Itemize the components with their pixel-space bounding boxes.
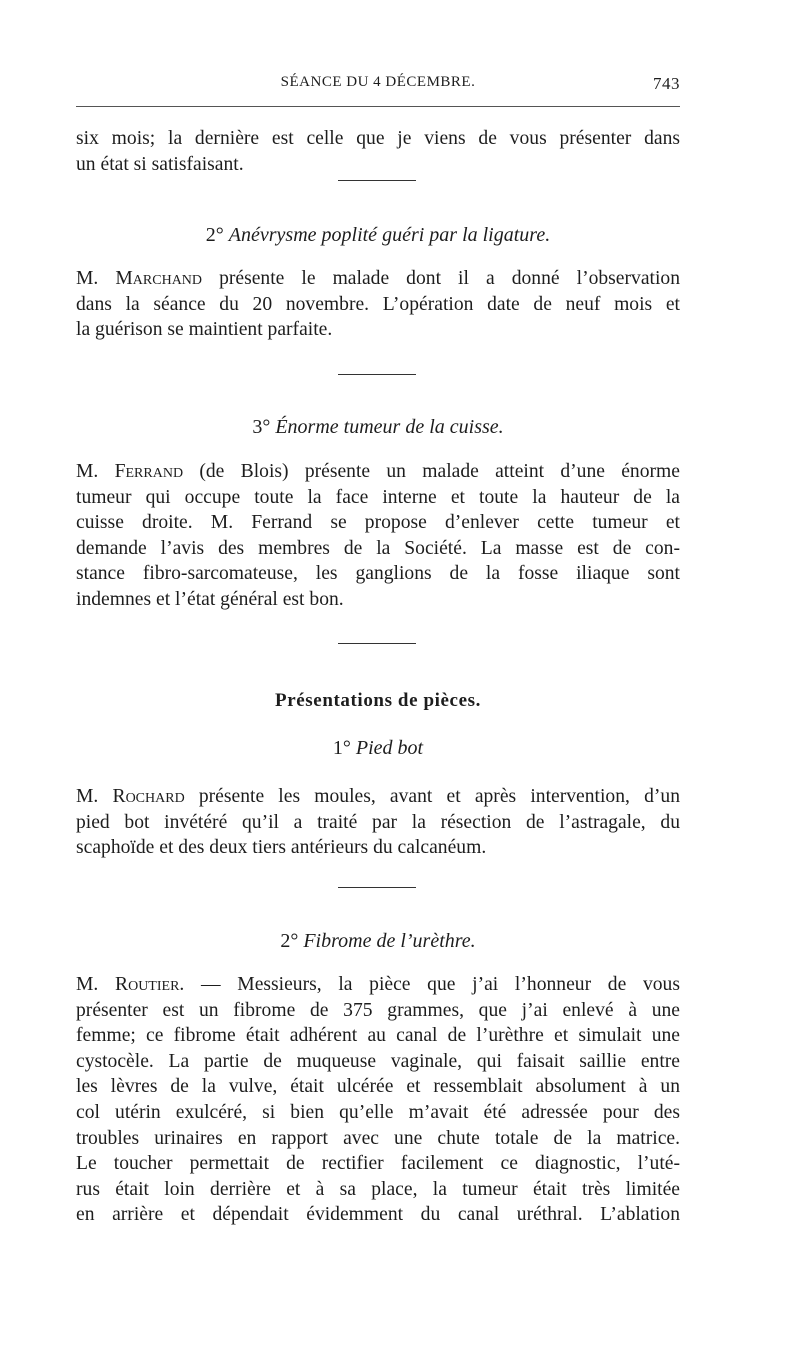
intro-paragraph: [76, 126, 680, 177]
header-rule: [76, 106, 680, 107]
section-heading: [76, 224, 680, 247]
section-number: 2°: [205, 224, 224, 246]
presentations-heading: Présentations de pièces.: [275, 690, 481, 711]
paragraph-line: scaphoïde et des deux tiers antérieurs du calcanéum.: [76, 837, 487, 859]
paragraph-line: Le toucher permettait de rectifier facilement ce diagnostic, l’uté-: [76, 1153, 680, 1175]
page-number: 743: [653, 74, 680, 93]
paragraph-line: présente le malade dont il a donné l’observation: [219, 268, 681, 289]
section-separator: [338, 887, 416, 888]
paragraph-line: dans la séance du 20 novembre. L’opération date de neuf mois et: [76, 293, 680, 315]
section-title: Fibrome de l’urèthre.: [303, 930, 476, 952]
section-paragraph: [76, 459, 680, 613]
paragraph-line: — Messieurs, la pièce que j’ai l’honneur de vous: [201, 974, 680, 995]
intro-line: un état si satisfaisant.: [76, 153, 244, 175]
m-prefix: M.: [76, 461, 99, 482]
paragraph-line: en arrière et dépendait évidemment du canal uréthral. L’ablation: [76, 1204, 680, 1226]
section-separator: [338, 643, 416, 644]
speaker-name: Marchand: [115, 268, 203, 289]
paragraph-first-line: [76, 266, 680, 292]
intro-line: six mois; la dernière est celle que je viens de vous présenter dans: [76, 128, 680, 149]
paragraph-line: présenter est un fibrome de 375 grammes, que j’ai enlevé à une: [76, 999, 680, 1021]
m-prefix: M.: [76, 974, 99, 995]
section-heading: [76, 930, 680, 953]
speaker-name: Routier.: [115, 974, 185, 995]
paragraph-line: rus était loin derrière et à sa place, la tumeur était très limitée: [76, 1178, 680, 1200]
paragraph-line: col utérin exulcéré, si bien qu’elle m’avait été adressée pour des: [76, 1101, 680, 1123]
paragraph-line: (de Blois) présente un malade atteint d’une énorme: [199, 461, 680, 482]
paragraph-line: indemnes et l’état général est bon.: [76, 588, 344, 610]
paragraph-line: pied bot invétéré qu’il a traité par la résection de l’astragale, du: [76, 811, 680, 833]
paragraph-line: les lèvres de la vulve, était ulcérée et ressemblait absolument à un: [76, 1076, 680, 1098]
paragraph-line: troubles urinaires en rapport avec une chute totale de la matrice.: [76, 1127, 680, 1149]
paragraph-line: la guérison se maintient parfaite.: [76, 319, 333, 341]
section-number: 3°: [252, 416, 271, 438]
section-separator: [338, 180, 416, 181]
section-number: 2°: [280, 930, 299, 952]
section-title: Anévrysme poplité guéri par la ligature.: [228, 224, 551, 246]
section-paragraph: [76, 266, 680, 343]
m-prefix: M.: [76, 268, 99, 289]
running-head: [76, 74, 680, 96]
paragraph-first-line: [76, 784, 680, 810]
section-paragraph: [76, 784, 680, 861]
speaker-name: Ferrand: [114, 461, 184, 482]
section-separator: [338, 374, 416, 375]
section-title: Énorme tumeur de la cuisse.: [275, 416, 504, 438]
speaker-name: Rochard: [112, 786, 185, 807]
m-prefix: M.: [76, 786, 99, 807]
section-heading: [76, 416, 680, 439]
section-title: Pied bot: [355, 737, 424, 759]
running-head-title: SÉANCE DU 4 DÉCEMBRE.: [280, 74, 476, 90]
paragraph-line: femme; ce fibrome était adhérent au canal de l’urèthre et simulait une: [76, 1025, 680, 1047]
paragraph-line: tumeur qui occupe toute la face interne et toute la hauteur de la: [76, 486, 680, 508]
paragraph-line: présente les moules, avant et après intervention, d’un: [198, 786, 680, 807]
paragraph-line: demande l’avis des membres de la Société. La masse est de con-: [76, 537, 680, 559]
paragraph-line: stance fibro-sarcomateuse, les ganglions de la fosse iliaque sont: [76, 563, 680, 585]
section-heading: [76, 737, 680, 760]
section-paragraph: [76, 972, 680, 1228]
paragraph-line: cystocèle. La partie de muqueuse vaginale, qui faisait saillie entre: [76, 1050, 680, 1072]
paragraph-first-line: [76, 459, 680, 485]
section-number: 1°: [332, 737, 351, 759]
paragraph-first-line: [76, 972, 680, 998]
paragraph-line: cuisse droite. M. Ferrand se propose d’enlever cette tumeur et: [76, 512, 680, 534]
